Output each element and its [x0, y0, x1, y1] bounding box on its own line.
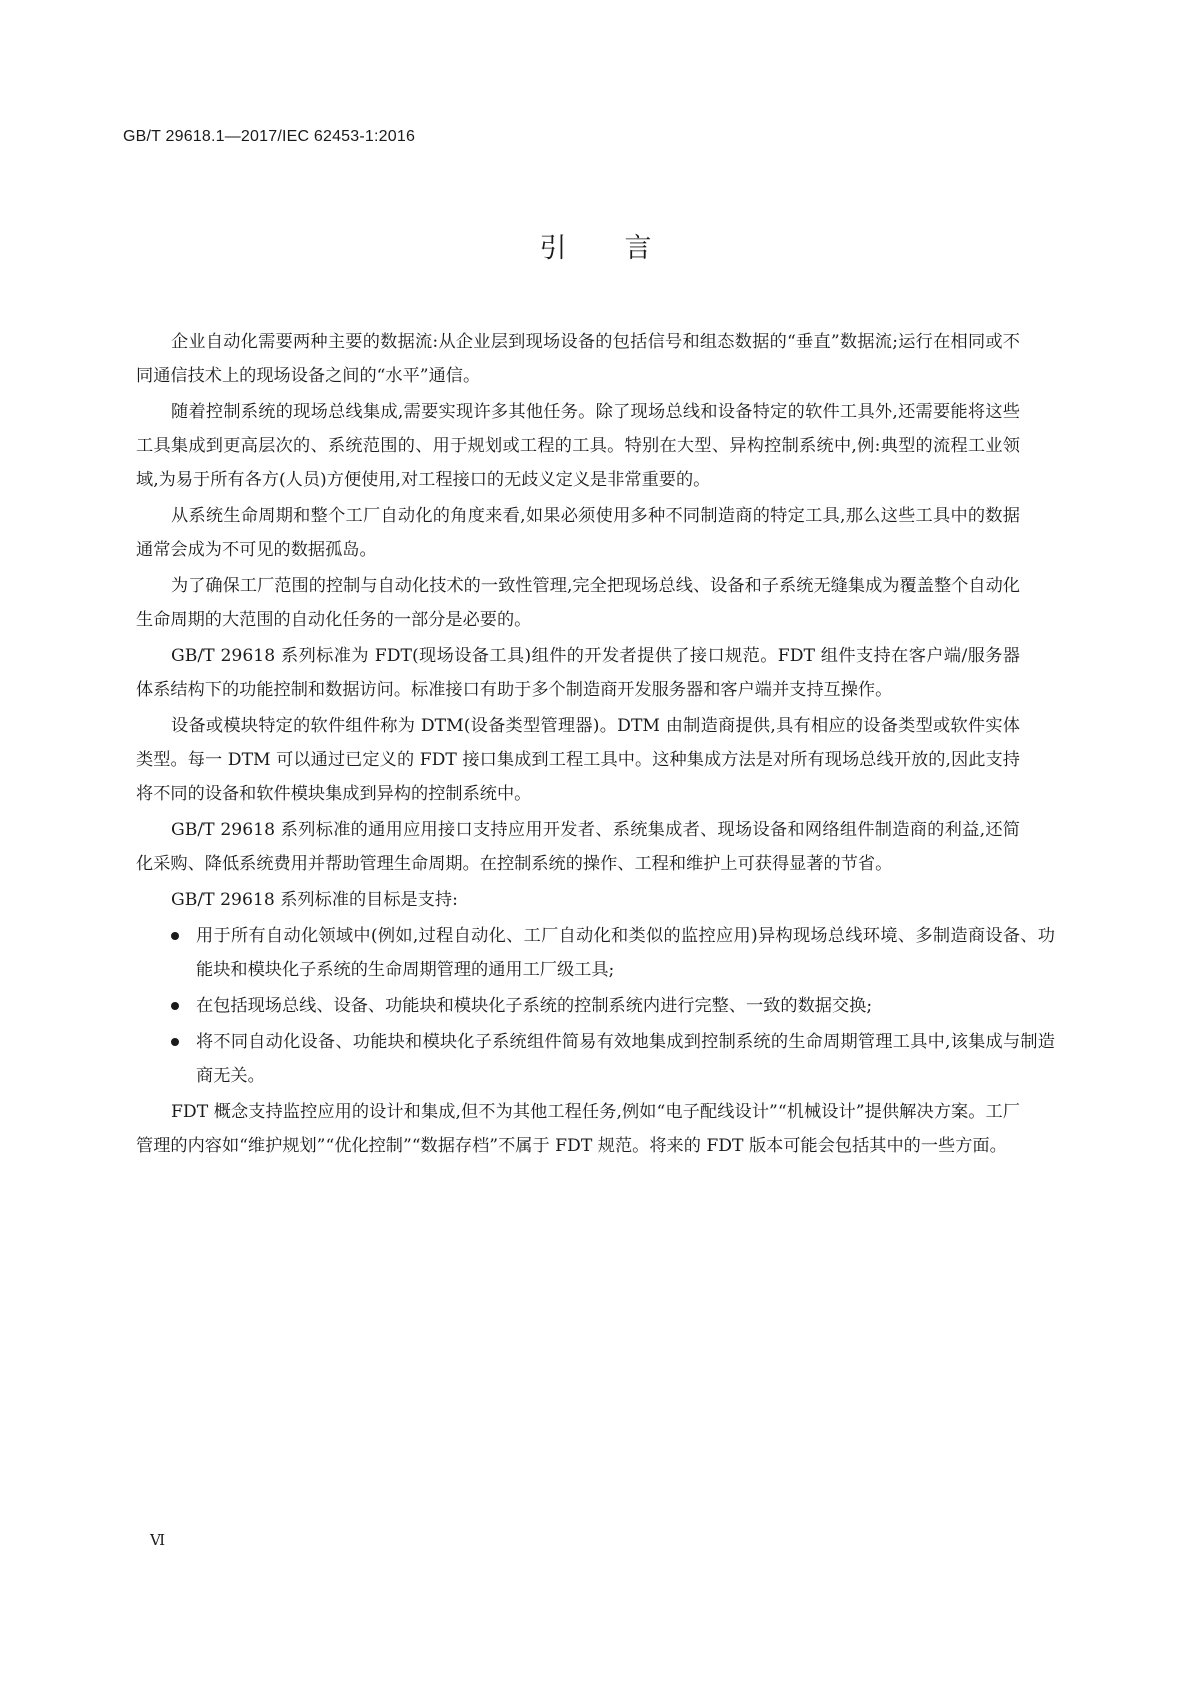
paragraph: 为了确保工厂范围的控制与自动化技术的一致性管理,完全把现场总线、设备和子系统无缝集成为覆盖整个自动化生命周期的大范围的自动化任务的一部分是必要的。: [136, 576, 1020, 630]
list-item-text: 用于所有自动化领域中(例如,过程自动化、工厂自动化和类似的监控应用)异构现场总线环境、多制造商设备、功能块和模块化子系统的生命周期管理的通用工厂级工具;: [196, 926, 1055, 980]
paragraph: 企业自动化需要两种主要的数据流:从企业层到现场设备的包括信号和组态数据的“垂直”数据流;运行在相同或不同通信技术上的现场设备之间的“水平”通信。: [136, 332, 1020, 386]
paragraph: GB/T 29618 系列标准为 FDT(现场设备工具)组件的开发者提供了接口规范。FDT 组件支持在客户端/服务器体系结构下的功能控制和数据访问。标准接口有助于多个制造商开发服务器和客户端并支持互操作。: [136, 646, 1020, 700]
paragraph: GB/T 29618 系列标准的通用应用接口支持应用开发者、系统集成者、现场设备和网络组件制造商的利益,还简化采购、降低系统费用并帮助管理生命周期。在控制系统的操作、工程和维护上可获得显著的节省。: [136, 820, 1020, 874]
bullet-icon: [171, 932, 179, 940]
list-item: [171, 989, 1055, 1023]
closing-group: [136, 1095, 1020, 1163]
closing-paragraph: FDT 概念支持监控应用的设计和集成,但不为其他工程任务,例如“电子配线设计”“机械设计”提供解决方案。工厂管理的内容如“维护规划”“优化控制”“数据存档”不属于 FDT 规范。将来的 FDT 版本可能会包括其中的一些方面。: [136, 1102, 1020, 1156]
list-item: [171, 919, 1055, 987]
paragraph: 随着控制系统的现场总线集成,需要实现许多其他任务。除了现场总线和设备特定的软件工具外,还需要能将这些工具集成到更高层次的、系统范围的、用于规划或工程的工具。特别在大型、异构控制系统中,例:典型的流程工业领域,为易于所有各方(人员)方便使用,对工程接口的无歧义定义是非常重要的。: [136, 402, 1020, 490]
standard-code-header: GB/T 29618.1—2017/IEC 62453-1:2016: [123, 128, 416, 145]
page-number: Ⅵ: [150, 1531, 166, 1549]
page-title: 引言: [539, 233, 710, 264]
paragraph: GB/T 29618 系列标准的目标是支持:: [171, 890, 458, 910]
objectives-list: [171, 919, 1055, 1093]
introduction-body: [136, 325, 1055, 1165]
paragraph: 从系统生命周期和整个工厂自动化的角度来看,如果必须使用多种不同制造商的特定工具,那么这些工具中的数据通常会成为不可见的数据孤岛。: [136, 506, 1020, 560]
list-item-text: 在包括现场总线、设备、功能块和模块化子系统的控制系统内进行完整、一致的数据交换;: [196, 996, 873, 1016]
list-item-text: 将不同自动化设备、功能块和模块化子系统组件简易有效地集成到控制系统的生命周期管理工具中,该集成与制造商无关。: [196, 1032, 1055, 1086]
bullet-icon: [171, 1002, 179, 1010]
paragraph: 设备或模块特定的软件组件称为 DTM(设备类型管理器)。DTM 由制造商提供,具有相应的设备类型或软件实体类型。每一 DTM 可以通过已定义的 FDT 接口集成到工程工具中。这种集成方法是对所有现场总线开放的,因此支持将不同的设备和软件模块集成到异构的控制系统中。: [136, 716, 1020, 804]
paragraph-group: [136, 325, 1020, 917]
list-item: [171, 1025, 1055, 1093]
bullet-icon: [171, 1038, 179, 1046]
